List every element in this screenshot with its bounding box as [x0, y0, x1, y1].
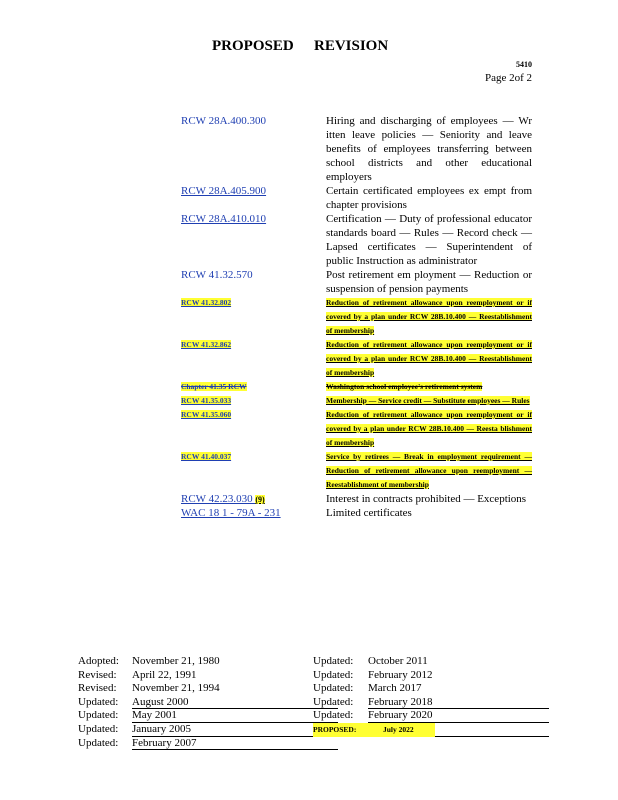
reference-code-text: RCW 41.40.037 — [181, 452, 232, 461]
history-date: January 2005 — [132, 723, 338, 737]
proposed-label: PROPOSED: — [313, 724, 357, 734]
history-date: February 2020 — [368, 709, 549, 723]
legal-references — [0, 114, 618, 520]
reference-code-suffix: (9) — [255, 495, 265, 504]
page-number: Page 2of 2 — [484, 72, 532, 84]
proposed-entry — [313, 723, 435, 737]
reference-code-link[interactable] — [181, 450, 231, 464]
reference-description: Certain certificated employees ex empt from chapter provisions — [326, 185, 532, 211]
reference-row — [0, 338, 618, 380]
reference-code-text: RCW 41.35.033 — [181, 396, 232, 405]
reference-code-link[interactable] — [181, 212, 266, 226]
history-label: Updated: — [78, 722, 119, 735]
reference-description: Service by retirees — Break in employment requirement — Reduction of retirement allowance upon reemployment — Reestablishment of membership — [326, 452, 532, 489]
reference-description: Post retirement em ployment — Reduction or suspension of pension payments — [326, 269, 532, 295]
title-revision: REVISION — [314, 38, 389, 54]
history-label: Updated: — [78, 709, 119, 722]
reference-code-text: RCW 41.35.060 — [181, 410, 232, 419]
reference-row — [0, 450, 618, 492]
history-label: Updated: — [313, 709, 354, 722]
history-entry — [313, 696, 435, 710]
reference-code-text: RCW 41.32.802 — [181, 298, 232, 307]
reference-code-text: RCW 28A.405.900 — [181, 185, 267, 197]
reference-row — [0, 212, 618, 268]
history-label: Adopted: — [78, 655, 119, 667]
reference-code-link[interactable] — [181, 506, 281, 520]
reference-code-link[interactable] — [181, 338, 231, 352]
history-date: February 2007 — [132, 737, 338, 751]
history-entry — [313, 682, 435, 696]
proposed-underline — [435, 736, 549, 737]
reference-code-text: RCW 42.23.030 — [181, 493, 256, 505]
history-right — [313, 655, 435, 737]
proposed-date: July 2022 — [383, 724, 414, 734]
reference-code-text: RCW 28A.410.010 — [181, 213, 267, 225]
policy-number: 5410 — [516, 60, 532, 69]
reference-row — [0, 394, 618, 408]
reference-row — [0, 506, 618, 520]
history-date: May 2001 — [132, 709, 338, 723]
reference-row — [0, 296, 618, 338]
reference-description: Certification — Duty of professional educator standards board — Rules — Record check — Lapsed certificates — Superintendent of public Instruction as administrator — [326, 213, 532, 267]
history-label: Updated: — [313, 668, 354, 681]
reference-row — [0, 492, 618, 506]
reference-row — [0, 408, 618, 450]
history-date: March 2017 — [368, 682, 422, 695]
reference-description: Washington school employee's retirement system — [326, 382, 483, 391]
history-label: Updated: — [313, 655, 354, 667]
reference-row — [0, 184, 618, 212]
reference-code-link[interactable] — [181, 492, 265, 507]
history-date: October 2011 — [368, 655, 428, 667]
reference-description: Limited certificates — [326, 507, 412, 519]
history-date: February 2012 — [368, 668, 433, 681]
history-date: February 2018 — [368, 696, 549, 710]
reference-description: Reduction of retirement allowance upon reemployment or if covered by a plan under RCW 28B.10.400 — Reestablishment of membership — [326, 298, 532, 335]
history-label: Revised: — [78, 682, 117, 695]
history-label: Revised: — [78, 668, 117, 681]
reference-code-text: Chapter 41.35 RCW — [181, 382, 247, 391]
reference-code-link[interactable] — [181, 184, 266, 198]
history-entry — [313, 669, 435, 683]
history-label: Updated: — [313, 695, 354, 708]
reference-code-link[interactable] — [181, 380, 247, 394]
reference-code-text: RCW 41.32.570 — [181, 269, 253, 281]
title-proposed: PROPOSED — [212, 38, 294, 54]
history-date: November 21, 1994 — [132, 682, 220, 695]
reference-description: Membership — Service credit — Substitute employees — Rules — [326, 396, 530, 405]
reference-description: Hiring and discharging of employees — Wr itten leave policies — Seniority and leave benefits of employees transferring between school districts and other educational employers — [326, 115, 532, 183]
history-label: Updated: — [78, 695, 119, 708]
history-date: April 22, 1991 — [132, 668, 197, 681]
history-date: August 2000 — [132, 696, 338, 710]
reference-code-link[interactable] — [181, 408, 231, 422]
reference-code-link[interactable] — [181, 296, 231, 310]
reference-description: Interest in contracts prohibited — Exceptions — [326, 493, 527, 505]
reference-description: Reduction of retirement allowance upon reemployment or if covered by a plan under RCW 28B.10.400 — Reesta blishment of membership — [326, 410, 532, 447]
reference-row — [0, 380, 618, 394]
reference-code-text: WAC 18 1 - 79A - 231 — [181, 507, 281, 519]
history-label: Updated: — [313, 682, 354, 695]
reference-code-link[interactable] — [181, 394, 231, 408]
reference-description: Reduction of retirement allowance upon reemployment or if covered by a plan under RCW 28B.10.400 — Reestablishment of membership — [326, 340, 532, 377]
history-label: Updated: — [78, 736, 119, 749]
reference-code-text: RCW 28A.400.300 — [181, 115, 267, 127]
reference-code-text: RCW 41.32.862 — [181, 340, 232, 349]
history-entry — [313, 655, 435, 669]
reference-code-link[interactable] — [181, 268, 253, 282]
reference-code-link[interactable] — [181, 114, 266, 128]
reference-row — [0, 114, 618, 184]
history-entry — [313, 709, 435, 723]
reference-row — [0, 268, 618, 296]
history-date: November 21, 1980 — [132, 655, 220, 667]
